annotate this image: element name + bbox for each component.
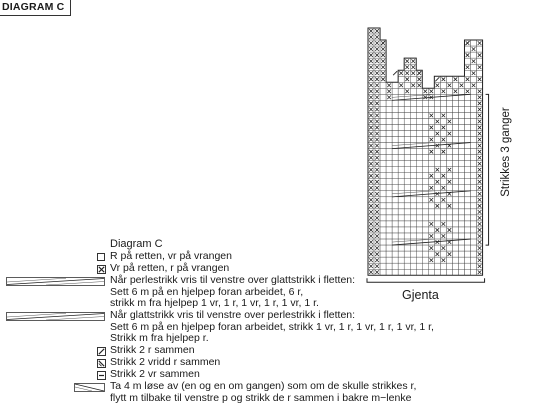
- cable-left-seed-icon: [6, 312, 105, 322]
- cable-left-icon: [6, 277, 105, 287]
- slash-square-icon: [97, 347, 106, 356]
- diagram-title: DIAGRAM C: [0, 0, 71, 16]
- backslash-square-icon: [97, 359, 106, 368]
- legend: Diagram C R på retten, vr på vrangen Vr på retten, r på vrangen Når perlestrikk vris til venstre over glattstrikk i fletten: Sett 6 m på en hjelpep foran arbeidet, 6 r, strikk m fra hjelpep 1 vr, 1 r, 1 vr, 1 r, 1 vr, 1 r. Når glattstrikk vris til venstre over perlestrikk i fletten: Sett 6 m på en hjelpep foran arbeidet, strikk 1 vr, 1 r, 1 vr, 1 r, 1 vr, 1 r, Strikk m fra hjelpep r. Strikk 2 r sammen Strikk 2 vridd r sammen Strikk 2 vr sammen Ta 4 m løse av (en og en om gangen) som om de skulle strikkes r, flytt m tilbake til venstre p og strikk de r sammen i bakre m−lenke: [0, 238, 540, 408]
- repeat-bottom-label: Gjenta: [402, 288, 439, 302]
- minus-square-icon: [97, 371, 106, 380]
- empty-square-icon: [97, 253, 105, 261]
- legend-title: Diagram C: [110, 238, 163, 250]
- decrease-four-icon: [74, 383, 106, 393]
- repeat-label: Strikkes 3 ganger: [500, 107, 512, 197]
- cross-square-icon: [97, 265, 106, 274]
